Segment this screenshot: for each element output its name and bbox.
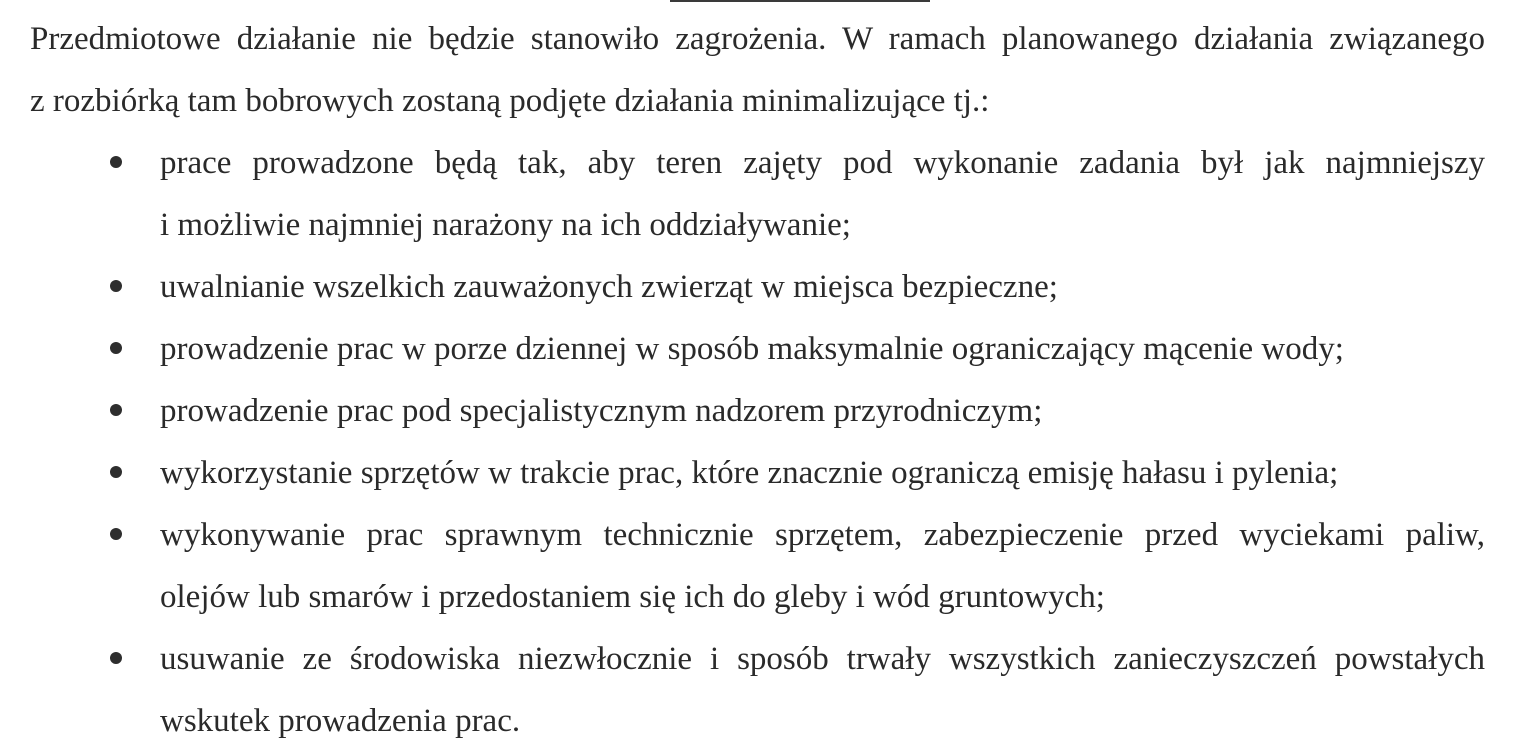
intro-paragraph bbox=[30, 8, 1485, 132]
bullet-icon bbox=[110, 528, 122, 540]
list-item-line: i możliwie najmniej narażony na ich oddziaływanie; bbox=[160, 207, 851, 243]
list-item bbox=[30, 504, 1485, 628]
mitigation-measures-list bbox=[30, 132, 1485, 752]
list-item-line: prowadzenie prac w porze dziennej w sposób maksymalnie ograniczający mącenie wody; bbox=[160, 331, 1344, 367]
list-item-line: wykorzystanie sprzętów w trakcie prac, które znacznie ograniczą emisję hałasu i pylenia; bbox=[160, 455, 1339, 491]
list-item bbox=[30, 628, 1485, 752]
intro-line-1: Przedmiotowe działanie nie będzie stanowiło zagrożenia. W ramach planowanego działania związanego bbox=[30, 21, 1485, 57]
bullet-icon bbox=[110, 156, 122, 168]
bullet-icon bbox=[110, 280, 122, 292]
list-item-line: wykonywanie prac sprawnym technicznie sprzętem, zabezpieczenie przed wyciekami paliw, bbox=[160, 517, 1485, 553]
list-item-line: usuwanie ze środowiska niezwłocznie i sposób trwały wszystkich zanieczyszczeń powstałych bbox=[160, 641, 1485, 677]
bullet-icon bbox=[110, 466, 122, 478]
document-page bbox=[30, 8, 1485, 752]
list-item bbox=[30, 380, 1485, 442]
list-item bbox=[30, 256, 1485, 318]
list-item bbox=[30, 318, 1485, 380]
list-item bbox=[30, 132, 1485, 256]
list-item-line: wskutek prowadzenia prac. bbox=[160, 703, 521, 739]
list-item-line: prowadzenie prac pod specjalistycznym nadzorem przyrodniczym; bbox=[160, 393, 1043, 429]
bullet-icon bbox=[110, 652, 122, 664]
bullet-icon bbox=[110, 342, 122, 354]
bullet-icon bbox=[110, 404, 122, 416]
list-item-line: prace prowadzone będą tak, aby teren zajęty pod wykonanie zadania był jak najmniejszy bbox=[160, 145, 1485, 181]
top-rule-divider bbox=[670, 0, 930, 2]
list-item-line: uwalnianie wszelkich zauważonych zwierząt w miejsca bezpieczne; bbox=[160, 269, 1058, 305]
intro-line-2: z rozbiórką tam bobrowych zostaną podjęte działania minimalizujące tj.: bbox=[30, 83, 990, 119]
list-item bbox=[30, 442, 1485, 504]
list-item-line: olejów lub smarów i przedostaniem się ich do gleby i wód gruntowych; bbox=[160, 579, 1105, 615]
